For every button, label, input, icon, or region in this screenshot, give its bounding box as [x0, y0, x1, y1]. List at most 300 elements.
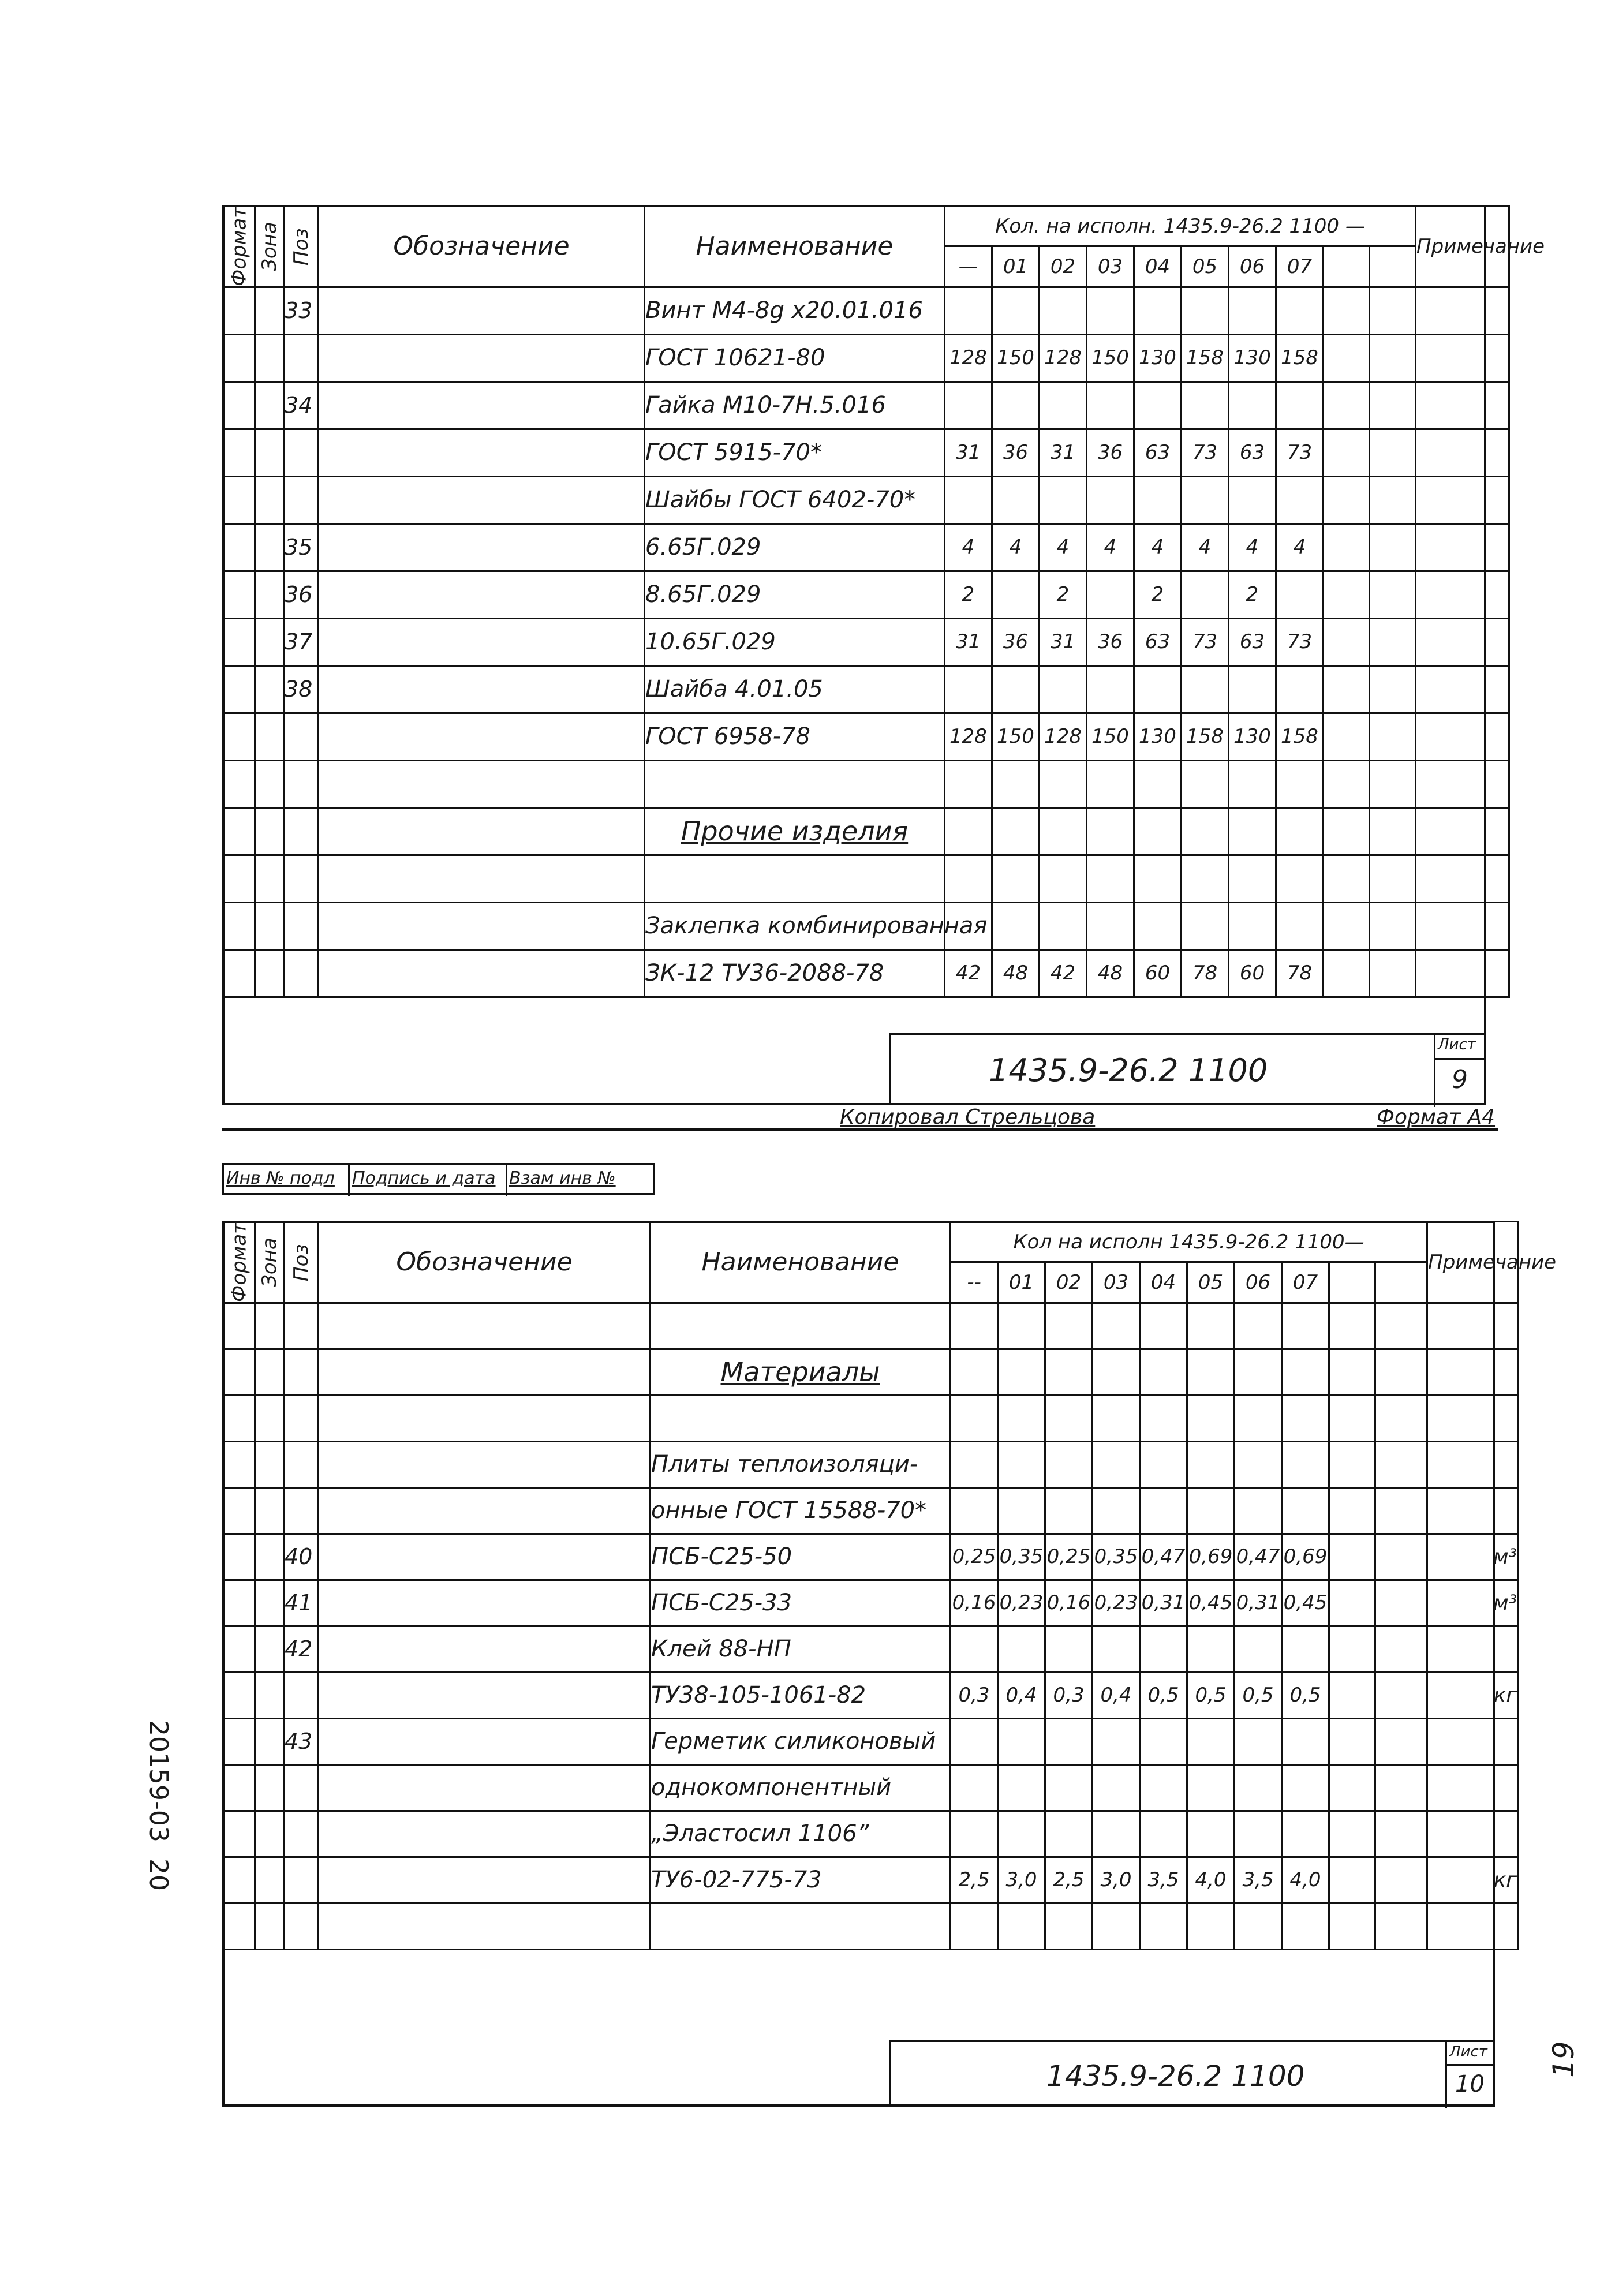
cell-designation: [319, 476, 645, 523]
cell-zone: [255, 1626, 284, 1672]
cell-qty-5: [1187, 1395, 1235, 1441]
cell-qty-7: [1276, 855, 1324, 902]
cell-qty-1: [998, 1903, 1045, 1949]
cell-qty-5: [1182, 571, 1229, 618]
header-pos: Поз: [284, 1222, 319, 1303]
header-variant-6: 06: [1235, 1262, 1282, 1303]
cell-pos: [284, 1764, 319, 1811]
cell-name: Шайба 4.01.05: [645, 665, 945, 713]
sheet-2-header-row-top: [223, 1222, 1518, 1262]
table-row: [223, 382, 1509, 429]
archive-code: 20159-03: [144, 1720, 173, 1842]
cell-qty-7: [1282, 1718, 1329, 1764]
cell-qty-5: 0,69: [1187, 1534, 1235, 1580]
cell-qty-0: [951, 1811, 998, 1857]
header-qty-label: Кол на исполн 1435.9-26.2 1100—: [951, 1222, 1427, 1262]
cell-qty-6: 2: [1229, 571, 1276, 618]
header-note: Примечание: [1416, 206, 1509, 287]
cell-qty-2: 31: [1040, 618, 1087, 665]
cell-note: [1416, 334, 1509, 382]
cell-note: м³: [1427, 1534, 1518, 1580]
cell-qty-5: [1182, 287, 1229, 334]
cell-qty-0: 42: [945, 949, 992, 997]
table-row: [223, 902, 1509, 949]
cell-zone: [255, 1857, 284, 1903]
cell-empty: [1324, 287, 1370, 334]
cell-qty-0: [945, 476, 992, 523]
table-row: [223, 1349, 1518, 1395]
cell-qty-0: 31: [945, 429, 992, 476]
cell-name: ТУ6-02-775-73: [651, 1857, 951, 1903]
cell-qty-6: [1229, 902, 1276, 949]
cell-qty-4: 3,5: [1140, 1857, 1187, 1903]
cell-qty-1: [998, 1441, 1045, 1487]
cell-empty: [1375, 1580, 1427, 1626]
cell-qty-4: [1140, 1441, 1187, 1487]
cell-name: 6.65Г.029: [645, 523, 945, 571]
cell-name: „Эластосил 1106”: [651, 1811, 951, 1857]
cell-format: [223, 382, 255, 429]
cell-zone: [255, 571, 284, 618]
header-variant-2: 02: [1045, 1262, 1093, 1303]
cell-qty-7: 158: [1276, 713, 1324, 760]
header-variant-4: 04: [1134, 246, 1182, 287]
cell-empty: [1324, 902, 1370, 949]
cell-qty-7: [1276, 382, 1324, 429]
header-zone: Зона: [255, 1222, 284, 1303]
cell-format: [223, 1903, 255, 1949]
cell-qty-5: 78: [1182, 949, 1229, 997]
cell-format: [223, 1487, 255, 1534]
cell-format: [223, 1349, 255, 1395]
cell-designation: [319, 1349, 651, 1395]
table-row: [223, 949, 1509, 997]
inv-orig-label: Инв № подл: [226, 1168, 335, 1188]
table-row: [223, 571, 1509, 618]
cell-empty: [1324, 713, 1370, 760]
cell-qty-2: 42: [1040, 949, 1087, 997]
cell-designation: [319, 949, 645, 997]
cell-qty-5: 0,45: [1187, 1580, 1235, 1626]
cell-zone: [255, 665, 284, 713]
cell-qty-4: [1140, 1626, 1187, 1672]
cell-format: [223, 665, 255, 713]
sheet-2-title-block: [889, 2040, 1495, 2107]
cell-note: [1427, 1626, 1518, 1672]
cell-qty-0: 128: [945, 713, 992, 760]
cell-qty-7: [1276, 807, 1324, 855]
cell-qty-7: 0,45: [1282, 1580, 1329, 1626]
header-pos: Поз: [284, 206, 319, 287]
cell-qty-6: 60: [1229, 949, 1276, 997]
cell-format: [223, 713, 255, 760]
cell-empty: [1324, 949, 1370, 997]
cell-qty-7: [1276, 287, 1324, 334]
header-variant-3: 03: [1087, 246, 1134, 287]
cell-zone: [255, 1764, 284, 1811]
cell-note: [1427, 1349, 1518, 1395]
cell-qty-1: 4: [992, 523, 1040, 571]
cell-name: [645, 760, 945, 807]
cell-name: Гайка М10-7Н.5.016: [645, 382, 945, 429]
cell-empty: [1375, 1811, 1427, 1857]
cell-qty-5: [1187, 1487, 1235, 1534]
cell-qty-4: [1140, 1718, 1187, 1764]
cell-qty-4: [1140, 1395, 1187, 1441]
cell-qty-0: [951, 1349, 998, 1395]
cell-note: м³: [1427, 1580, 1518, 1626]
cell-qty-4: 2: [1134, 571, 1182, 618]
cell-qty-0: [951, 1487, 998, 1534]
table-row: [223, 760, 1509, 807]
cell-qty-5: 73: [1182, 618, 1229, 665]
cell-qty-7: [1282, 1395, 1329, 1441]
cell-qty-1: [992, 807, 1040, 855]
cell-qty-1: [998, 1487, 1045, 1534]
cell-qty-5: 158: [1182, 334, 1229, 382]
cell-qty-7: [1282, 1811, 1329, 1857]
header-designation: Обозначение: [319, 1222, 651, 1303]
cell-empty: [1329, 1534, 1375, 1580]
cell-qty-5: 158: [1182, 713, 1229, 760]
cell-pos: [284, 1487, 319, 1534]
cell-zone: [255, 287, 284, 334]
cell-qty-4: 0,47: [1140, 1534, 1187, 1580]
cell-qty-4: [1134, 476, 1182, 523]
cell-name: Винт М4-8g х20.01.016: [645, 287, 945, 334]
cell-pos: 37: [284, 618, 319, 665]
cell-qty-3: 0,23: [1093, 1580, 1140, 1626]
cell-empty: [1324, 855, 1370, 902]
cell-qty-3: [1093, 1349, 1140, 1395]
cell-empty: [1329, 1580, 1375, 1626]
cell-qty-6: [1235, 1626, 1282, 1672]
divider: [1447, 2064, 1493, 2066]
table-row: [223, 1441, 1518, 1487]
cell-note: [1427, 1487, 1518, 1534]
cell-note: [1416, 571, 1509, 618]
cell-qty-4: 63: [1134, 618, 1182, 665]
cell-pos: [284, 1303, 319, 1349]
cell-empty: [1324, 382, 1370, 429]
cell-pos: 41: [284, 1580, 319, 1626]
cell-qty-3: [1093, 1811, 1140, 1857]
cell-note: [1416, 902, 1509, 949]
cell-qty-1: 3,0: [998, 1857, 1045, 1903]
cell-qty-1: [992, 571, 1040, 618]
cell-zone: [255, 949, 284, 997]
cell-qty-2: 0,16: [1045, 1580, 1093, 1626]
cell-qty-1: [992, 665, 1040, 713]
cell-zone: [255, 1303, 284, 1349]
cell-zone: [255, 1349, 284, 1395]
cell-empty: [1324, 476, 1370, 523]
header-format: Формат: [223, 1222, 255, 1303]
cell-zone: [255, 1487, 284, 1534]
cell-name: ПСБ-С25-50: [651, 1534, 951, 1580]
cell-qty-0: 2: [945, 571, 992, 618]
header-variant-empty: [1329, 1262, 1375, 1303]
cell-empty: [1324, 760, 1370, 807]
sheet-1-title-block: [889, 1033, 1486, 1105]
cell-qty-5: [1187, 1626, 1235, 1672]
cell-empty: [1324, 665, 1370, 713]
page-number: 19: [1547, 2041, 1580, 2078]
cell-note: [1416, 476, 1509, 523]
cell-format: [223, 334, 255, 382]
cell-empty: [1370, 334, 1416, 382]
cell-designation: [319, 334, 645, 382]
cell-qty-6: [1235, 1395, 1282, 1441]
cell-qty-7: [1282, 1764, 1329, 1811]
sheet-2-sheet-number: 10: [1455, 2071, 1485, 2097]
table-row: [223, 334, 1509, 382]
cell-qty-3: [1087, 760, 1134, 807]
cell-pos: [284, 334, 319, 382]
sheet-1-rows: [223, 287, 1509, 997]
cell-qty-5: [1182, 807, 1229, 855]
cell-qty-6: [1229, 760, 1276, 807]
cell-qty-2: [1045, 1626, 1093, 1672]
table-row: [223, 1534, 1518, 1580]
cell-note: [1416, 618, 1509, 665]
header-variant-0: —: [945, 246, 992, 287]
cell-qty-1: [992, 287, 1040, 334]
cell-qty-0: 2,5: [951, 1857, 998, 1903]
cell-note: [1416, 713, 1509, 760]
cell-designation: [319, 571, 645, 618]
cell-qty-7: 0,5: [1282, 1672, 1329, 1718]
cell-empty: [1370, 476, 1416, 523]
cell-qty-3: [1093, 1303, 1140, 1349]
cell-format: [223, 1441, 255, 1487]
cell-qty-5: [1187, 1903, 1235, 1949]
cell-qty-3: [1087, 855, 1134, 902]
cell-designation: [319, 382, 645, 429]
cell-format: [223, 1764, 255, 1811]
header-variant-1: 01: [992, 246, 1040, 287]
cell-qty-5: [1182, 382, 1229, 429]
cell-qty-4: 0,31: [1140, 1580, 1187, 1626]
cell-qty-6: [1235, 1718, 1282, 1764]
cell-format: [223, 618, 255, 665]
cell-qty-6: 0,5: [1235, 1672, 1282, 1718]
cell-format: [223, 1857, 255, 1903]
cell-empty: [1324, 429, 1370, 476]
cell-empty: [1329, 1672, 1375, 1718]
cell-empty: [1329, 1718, 1375, 1764]
approval-strip: [222, 1163, 655, 1195]
cell-qty-3: 3,0: [1093, 1857, 1140, 1903]
cell-qty-4: [1134, 807, 1182, 855]
cell-qty-3: [1087, 571, 1134, 618]
cell-qty-3: 0,4: [1093, 1672, 1140, 1718]
cell-qty-7: 4: [1276, 523, 1324, 571]
cell-empty: [1329, 1395, 1375, 1441]
cell-qty-7: 78: [1276, 949, 1324, 997]
cell-qty-5: [1187, 1718, 1235, 1764]
cell-qty-4: 4: [1134, 523, 1182, 571]
cell-qty-4: [1134, 287, 1182, 334]
archive-sheet: 20: [144, 1859, 173, 1891]
table-row: [223, 287, 1509, 334]
cell-note: [1416, 429, 1509, 476]
cell-qty-5: [1182, 476, 1229, 523]
cell-name: ЗК-12 ТУ36-2088-78: [645, 949, 945, 997]
cell-name: Заклепка комбинированная: [645, 902, 945, 949]
header-designation: Обозначение: [319, 206, 645, 287]
cell-qty-3: 36: [1087, 618, 1134, 665]
cell-qty-2: 128: [1040, 713, 1087, 760]
cell-qty-3: 36: [1087, 429, 1134, 476]
cell-note: кг: [1427, 1672, 1518, 1718]
cell-qty-0: [951, 1395, 998, 1441]
cell-empty: [1329, 1903, 1375, 1949]
cell-zone: [255, 523, 284, 571]
header-variant-3: 03: [1093, 1262, 1140, 1303]
cell-note: [1416, 665, 1509, 713]
cell-qty-2: 128: [1040, 334, 1087, 382]
cell-qty-6: [1229, 855, 1276, 902]
table-row: [223, 523, 1509, 571]
cell-qty-2: [1045, 1764, 1093, 1811]
cell-qty-2: [1040, 382, 1087, 429]
cell-qty-4: [1134, 855, 1182, 902]
cell-empty: [1370, 855, 1416, 902]
cell-pos: 36: [284, 571, 319, 618]
signature-date-label: Подпись и дата: [352, 1168, 496, 1188]
cell-qty-3: [1093, 1903, 1140, 1949]
cell-qty-1: 150: [992, 334, 1040, 382]
cell-pos: [284, 760, 319, 807]
cell-qty-5: 73: [1182, 429, 1229, 476]
cell-name: Плиты теплоизоляци-: [651, 1441, 951, 1487]
cell-designation: [319, 902, 645, 949]
cell-qty-6: 3,5: [1235, 1857, 1282, 1903]
cell-qty-5: [1187, 1811, 1235, 1857]
cell-designation: [319, 1395, 651, 1441]
cell-qty-4: 60: [1134, 949, 1182, 997]
cell-designation: [319, 760, 645, 807]
cell-qty-2: [1040, 476, 1087, 523]
cell-qty-7: [1282, 1487, 1329, 1534]
cell-format: [223, 1626, 255, 1672]
cell-qty-6: 0,47: [1235, 1534, 1282, 1580]
cell-name: Клей 88-НП: [651, 1626, 951, 1672]
header-variant-5: 05: [1187, 1262, 1235, 1303]
cell-zone: [255, 1395, 284, 1441]
cell-designation: [319, 1487, 651, 1534]
cell-qty-5: [1182, 665, 1229, 713]
cell-designation: [319, 1626, 651, 1672]
cell-designation: [319, 713, 645, 760]
cell-empty: [1370, 807, 1416, 855]
cell-empty: [1375, 1534, 1427, 1580]
cell-designation: [319, 523, 645, 571]
cell-qty-2: 2,5: [1045, 1857, 1093, 1903]
cell-qty-3: [1093, 1441, 1140, 1487]
table-row: [223, 618, 1509, 665]
cell-qty-4: [1134, 382, 1182, 429]
cell-qty-6: [1229, 476, 1276, 523]
cell-qty-2: [1040, 807, 1087, 855]
cell-qty-3: [1087, 902, 1134, 949]
cell-zone: [255, 713, 284, 760]
cell-empty: [1329, 1441, 1375, 1487]
cell-zone: [255, 618, 284, 665]
cell-qty-0: [951, 1903, 998, 1949]
cell-designation: [319, 1764, 651, 1811]
cell-pos: 35: [284, 523, 319, 571]
cell-name: [645, 855, 945, 902]
cell-empty: [1370, 382, 1416, 429]
cell-qty-3: [1093, 1718, 1140, 1764]
cell-empty: [1370, 713, 1416, 760]
cell-designation: [319, 1718, 651, 1764]
cell-qty-7: [1282, 1903, 1329, 1949]
cell-qty-6: [1235, 1349, 1282, 1395]
cell-qty-1: [998, 1303, 1045, 1349]
sheet-2-table: [222, 1221, 1557, 1950]
cell-empty: [1375, 1764, 1427, 1811]
cell-qty-4: [1140, 1764, 1187, 1811]
cell-qty-4: [1134, 760, 1182, 807]
cell-pos: [284, 1672, 319, 1718]
cell-zone: [255, 334, 284, 382]
sheet-1-header-row-top: [223, 206, 1509, 246]
cell-qty-0: [945, 807, 992, 855]
cell-note: [1416, 523, 1509, 571]
cell-qty-5: 4,0: [1187, 1857, 1235, 1903]
cell-zone: [255, 1672, 284, 1718]
cell-qty-6: [1235, 1764, 1282, 1811]
cell-qty-0: 128: [945, 334, 992, 382]
cell-qty-2: [1045, 1718, 1093, 1764]
header-variant-2: 02: [1040, 246, 1087, 287]
cell-qty-2: [1045, 1487, 1093, 1534]
cell-qty-4: [1140, 1487, 1187, 1534]
cell-empty: [1370, 760, 1416, 807]
cell-qty-5: 0,5: [1187, 1672, 1235, 1718]
cell-format: [223, 1672, 255, 1718]
cell-name: ГОСТ 6958-78: [645, 713, 945, 760]
cell-name: Герметик силиконовый: [651, 1718, 951, 1764]
cell-qty-3: [1087, 382, 1134, 429]
cell-format: [223, 523, 255, 571]
sheet-1-stamp-code: 1435.9-26.2 1100: [989, 1052, 1268, 1089]
header-variant-1: 01: [998, 1262, 1045, 1303]
cell-note: [1427, 1303, 1518, 1349]
cell-qty-1: 0,23: [998, 1580, 1045, 1626]
cell-empty: [1324, 618, 1370, 665]
cell-pos: [284, 429, 319, 476]
cell-qty-5: [1187, 1764, 1235, 1811]
cell-pos: 43: [284, 1718, 319, 1764]
cell-zone: [255, 855, 284, 902]
sheet-1-table: [222, 205, 1545, 998]
cell-qty-6: [1235, 1303, 1282, 1349]
header-variant-empty: [1324, 246, 1370, 287]
cell-empty: [1324, 334, 1370, 382]
cell-qty-7: [1276, 476, 1324, 523]
header-variant-7: 07: [1276, 246, 1324, 287]
cell-note: кг: [1427, 1857, 1518, 1903]
cell-pos: [284, 1903, 319, 1949]
cell-empty: [1329, 1811, 1375, 1857]
cell-note: [1416, 760, 1509, 807]
cell-qty-7: 4,0: [1282, 1857, 1329, 1903]
cell-name: ТУ38-105-1061-82: [651, 1672, 951, 1718]
